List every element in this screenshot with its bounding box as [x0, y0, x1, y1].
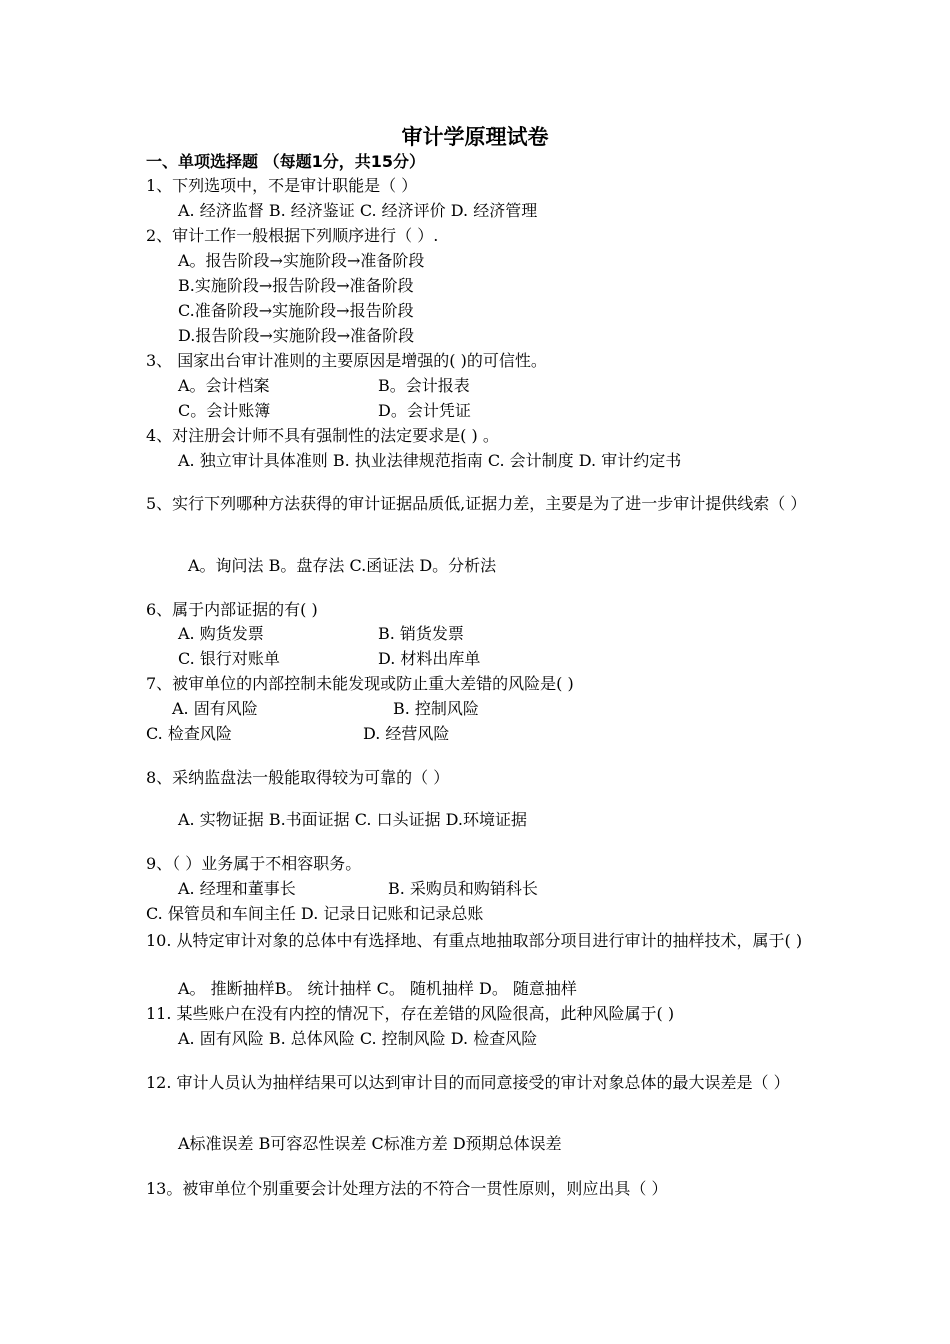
question-7-option-d: D. 经营风险 — [363, 724, 450, 743]
section-heading: 一、单项选择题 （每题1分，共15分） — [146, 152, 425, 171]
question-6-option-b: B. 销货发票 — [378, 624, 464, 643]
question-2-option-b: B.实施阶段→报告阶段→准备阶段 — [178, 276, 414, 295]
question-7-option-a: A. 固有风险 — [172, 699, 258, 718]
question-10: 10. 从特定审计对象的总体中有选择地、有重点地抽取部分项目进行审计的抽样技术，属于( ) — [146, 931, 803, 950]
question-6-option-c: C. 银行对账单 — [178, 649, 280, 668]
question-7-option-c: C. 检查风险 — [146, 724, 232, 743]
question-2-option-c: C.准备阶段→实施阶段→报告阶段 — [178, 301, 414, 320]
question-8-options: A. 实物证据 B.书面证据 C. 口头证据 D.环境证据 — [178, 810, 528, 829]
question-6-option-a: A. 购货发票 — [178, 624, 264, 643]
question-6: 6、属于内部证据的有( ) — [146, 600, 318, 619]
question-7-option-b: B. 控制风险 — [393, 699, 479, 718]
question-2-option-d: D.报告阶段→实施阶段→准备阶段 — [178, 326, 415, 345]
question-3-option-b: B。会计报表 — [378, 376, 470, 395]
question-5-options: A。询问法 B。盘存法 C.函证法 D。分析法 — [188, 556, 497, 575]
question-8: 8、采纳监盘法一般能取得较为可靠的（ ） — [146, 768, 450, 787]
question-9-option-a: A. 经理和董事长 — [178, 879, 296, 898]
question-2: 2、审计工作一般根据下列顺序进行（ ）. — [146, 226, 439, 245]
question-12: 12. 审计人员认为抽样结果可以达到审计目的而同意接受的审计对象总体的最大误差是（ ） — [146, 1073, 790, 1092]
question-3-option-d: D。会计凭证 — [378, 401, 471, 420]
question-4-options: A. 独立审计具体准则 B. 执业法律规范指南 C. 会计制度 D. 审计约定书 — [178, 451, 682, 470]
question-9: 9、（ ）业务属于不相容职务。 — [146, 854, 362, 873]
question-7: 7、被审单位的内部控制未能发现或防止重大差错的风险是( ) — [146, 674, 574, 693]
question-6-option-d: D. 材料出库单 — [378, 649, 481, 668]
question-4: 4、对注册会计师不具有强制性的法定要求是( ) 。 — [146, 426, 499, 445]
question-2-option-a: A。报告阶段→实施阶段→准备阶段 — [178, 251, 425, 270]
question-12-options: A标准误差 B可容忍性误差 C标准方差 D预期总体误差 — [178, 1134, 562, 1153]
question-1: 1、下列选项中，不是审计职能是（ ） — [146, 176, 418, 195]
exam-title: 审计学原理试卷 — [401, 125, 549, 149]
question-3-option-c: C。会计账簿 — [178, 401, 271, 420]
question-1-options: A. 经济监督 B. 经济鉴证 C. 经济评价 D. 经济管理 — [178, 201, 538, 220]
question-9-options-cd: C. 保管员和车间主任 D. 记录日记账和记录总账 — [146, 904, 484, 923]
question-3: 3、 国家出台审计准则的主要原因是增强的( )的可信性。 — [146, 351, 547, 370]
question-3-option-a: A。会计档案 — [178, 376, 270, 395]
question-13: 13。被审单位个别重要会计处理方法的不符合一贯性原则，则应出具（ ） — [146, 1179, 668, 1198]
question-11: 11. 某些账户在没有内控的情况下，存在差错的风险很高，此种风险属于( ) — [146, 1004, 675, 1023]
question-9-option-b: B. 采购员和购销科长 — [388, 879, 538, 898]
question-11-options: A. 固有风险 B. 总体风险 C. 控制风险 D. 检查风险 — [178, 1029, 538, 1048]
question-5: 5、实行下列哪种方法获得的审计证据品质低,证据力差，主要是为了进一步审计提供线索（ ） — [146, 494, 807, 513]
question-10-options: A。 推断抽样B。 统计抽样 C。 随机抽样 D。 随意抽样 — [178, 979, 577, 998]
